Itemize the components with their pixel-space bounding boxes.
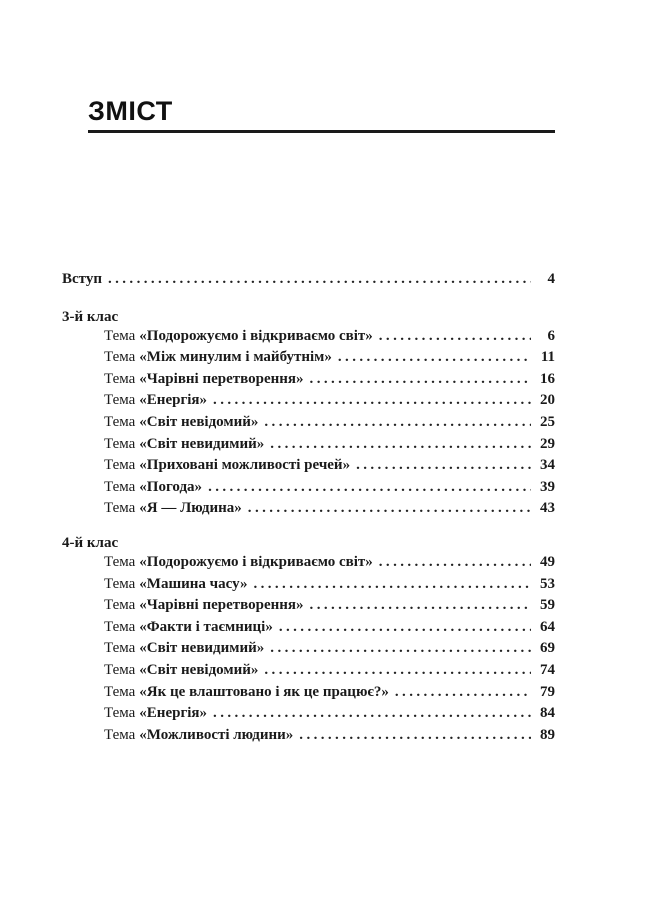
toc-page-number: 59 <box>540 597 555 614</box>
dot-leader <box>108 271 531 288</box>
toc-entry[interactable] <box>62 684 555 706</box>
toc-entry-title: «Приховані можливості речей» <box>139 457 351 474</box>
toc-entry[interactable] <box>62 414 555 436</box>
toc-entry-title: «Факти і таємниці» <box>139 618 273 635</box>
toc-entry-title: «Світ невідомий» <box>139 413 259 430</box>
dot-leader <box>310 597 531 614</box>
toc-page-number: 29 <box>540 435 555 452</box>
dot-leader <box>338 349 531 366</box>
toc-entry-prefix: Тема <box>104 618 136 635</box>
toc-entry-title: «Подорожуємо і відкриваємо світ» <box>139 327 373 344</box>
toc-page-number: 34 <box>540 457 555 474</box>
section-heading-grade-3: 3-й клас <box>62 308 119 325</box>
toc-entry[interactable] <box>62 597 555 619</box>
toc-entry[interactable] <box>62 500 555 522</box>
toc-entry[interactable] <box>62 479 555 501</box>
toc-page-number: 11 <box>540 349 555 366</box>
toc-page-number: 6 <box>547 327 555 344</box>
toc-entry-prefix: Тема <box>104 661 136 678</box>
toc-entry[interactable] <box>62 554 555 576</box>
toc-entry-title: «Енергія» <box>139 705 208 722</box>
page-title: ЗМІСТ <box>88 96 173 126</box>
toc-entry[interactable] <box>62 457 555 479</box>
toc-entry-prefix: Тема <box>104 457 136 474</box>
toc-entry-prefix: Тема <box>104 500 136 517</box>
toc-page-number: 84 <box>540 705 555 722</box>
toc-page-number: 69 <box>540 640 555 657</box>
toc-page-number: 25 <box>540 413 555 430</box>
toc-entry-title: «Чарівні перетворення» <box>139 597 304 614</box>
toc-entry-title: «Між минулим і майбутнім» <box>139 349 332 366</box>
toc-entry[interactable] <box>62 662 555 684</box>
toc-entry[interactable] <box>62 436 555 458</box>
toc-page-number: 16 <box>540 370 555 387</box>
dot-leader <box>310 371 531 388</box>
toc-entry-title: «Я — Людина» <box>139 500 242 517</box>
toc-entry-title: «Чарівні перетворення» <box>139 370 304 387</box>
toc-entry-prefix: Тема <box>104 327 136 344</box>
toc-page-number: 20 <box>540 392 555 409</box>
dot-leader <box>379 328 531 345</box>
toc-entry-prefix: Тема <box>104 435 136 452</box>
toc-entry-prefix: Тема <box>104 413 136 430</box>
toc-page-number: 89 <box>540 726 555 743</box>
dot-leader <box>264 414 531 431</box>
toc-entry-prefix: Тема <box>104 349 136 366</box>
toc-entry-title: «Енергія» <box>139 392 208 409</box>
toc-entry[interactable] <box>62 705 555 727</box>
toc-entry-prefix: Тема <box>104 478 136 495</box>
toc-entry-prefix: Тема <box>104 597 136 614</box>
dot-leader <box>395 684 531 701</box>
toc-page-number: 39 <box>540 478 555 495</box>
dot-leader <box>379 554 531 571</box>
toc-entry[interactable] <box>62 392 555 414</box>
toc-entry[interactable] <box>62 576 555 598</box>
toc-entry-title: Вступ <box>62 271 102 287</box>
dot-leader <box>208 479 531 496</box>
toc-entry[interactable] <box>62 328 555 350</box>
toc-entry-title: «Машина часу» <box>139 575 248 592</box>
title-divider <box>88 130 555 133</box>
dot-leader <box>213 392 531 409</box>
dot-leader <box>270 640 531 657</box>
toc-entry-prefix: Тема <box>104 575 136 592</box>
toc-entry-prefix: Тема <box>104 640 136 657</box>
toc-entry[interactable] <box>62 349 555 371</box>
toc-entry-title: «Подорожуємо і відкриваємо світ» <box>139 553 373 570</box>
toc-page-number: 64 <box>540 618 555 635</box>
toc-entry-prefix: Тема <box>104 370 136 387</box>
toc-entry-prefix: Тема <box>104 553 136 570</box>
toc-entry-title: «Можливості людини» <box>139 726 294 743</box>
toc-entry-title: «Погода» <box>139 478 203 495</box>
dot-leader <box>270 436 531 453</box>
toc-entry-prefix: Тема <box>104 705 136 722</box>
toc-page-number: 43 <box>540 500 555 517</box>
toc-page-number: 4 <box>547 271 555 287</box>
toc-page-number: 74 <box>540 661 555 678</box>
toc-entry-prefix: Тема <box>104 392 136 409</box>
toc-page-number: 53 <box>540 575 555 592</box>
toc-entry[interactable] <box>62 727 555 749</box>
toc-entry-title: «Світ невидимий» <box>139 640 265 657</box>
dot-leader <box>253 576 531 593</box>
dot-leader <box>279 619 531 636</box>
toc-entry[interactable] <box>62 371 555 393</box>
dot-leader <box>356 457 531 474</box>
toc-entry-intro[interactable] <box>62 271 555 293</box>
table-of-contents <box>62 271 555 748</box>
section-heading-grade-4: 4-й клас <box>62 534 119 551</box>
toc-entry-title: «Світ невидимий» <box>139 435 265 452</box>
toc-entry-prefix: Тема <box>104 726 136 743</box>
toc-page-number: 49 <box>540 553 555 570</box>
toc-entry-title: «Як це влаштовано і як це працює?» <box>139 683 389 700</box>
toc-entry-prefix: Тема <box>104 683 136 700</box>
dot-leader <box>299 727 531 744</box>
toc-page-number: 79 <box>540 683 555 700</box>
dot-leader <box>264 662 531 679</box>
dot-leader <box>213 705 531 722</box>
toc-entry[interactable] <box>62 640 555 662</box>
toc-entry-title: «Світ невідомий» <box>139 661 259 678</box>
toc-entry[interactable] <box>62 619 555 641</box>
dot-leader <box>248 500 531 517</box>
